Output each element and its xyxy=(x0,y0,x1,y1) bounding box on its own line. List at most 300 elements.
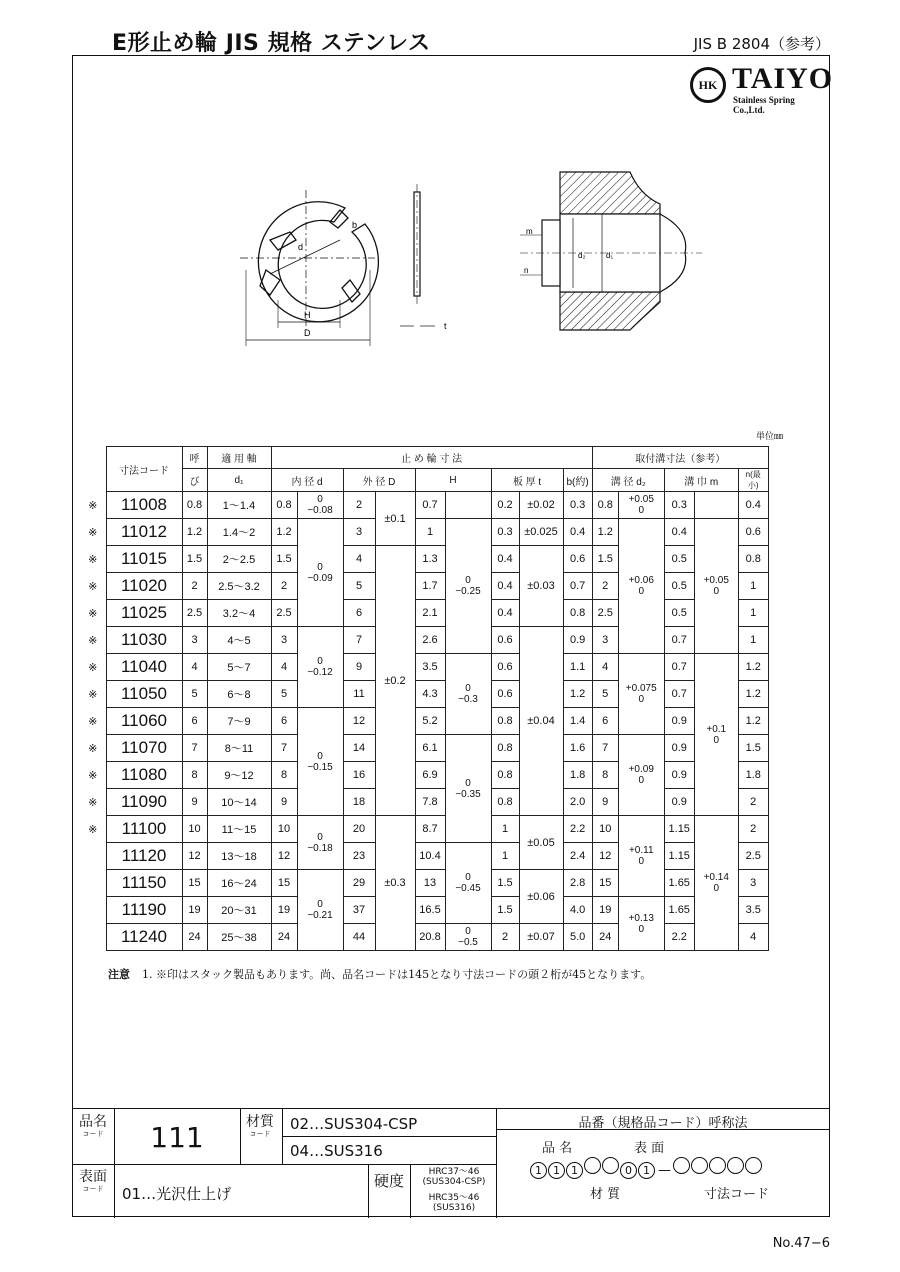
scheme-digit-circle: 0 xyxy=(620,1162,637,1179)
groove-tolerance: +0.075 0 xyxy=(618,654,664,735)
thickness-tolerance: ±0.07 xyxy=(519,924,563,951)
technical-drawing xyxy=(230,170,710,350)
n-min: 1.2 xyxy=(738,708,768,735)
scheme-digits xyxy=(530,1157,763,1179)
inner-diameter: 7 xyxy=(271,735,297,762)
size-code: 11060 xyxy=(106,708,182,735)
size-code: 11100 xyxy=(106,816,182,843)
groove-diameter: 4 xyxy=(592,654,618,681)
note xyxy=(108,966,651,982)
inner-diameter: 1.5 xyxy=(271,546,297,573)
groove-diameter: 3 xyxy=(592,627,618,654)
groove-width: 1.15 xyxy=(664,843,694,870)
inner-tolerance: 0 −0.15 xyxy=(297,708,343,816)
header-shaft-b: d₁ xyxy=(207,469,271,492)
nominal: 5 xyxy=(182,681,207,708)
thickness: 1 xyxy=(491,843,519,870)
scheme-hinmei: 品 名 xyxy=(542,1141,573,1156)
thickness: 0.6 xyxy=(491,654,519,681)
e-ring-side-view xyxy=(400,184,435,326)
outer-diameter: 20 xyxy=(343,816,375,843)
inner-tolerance: 0 −0.18 xyxy=(297,816,343,870)
nominal: 4 xyxy=(182,654,207,681)
label-D: D xyxy=(304,328,311,338)
kodo-label: 硬度 xyxy=(373,1172,404,1190)
groove-tolerance: +0.05 0 xyxy=(618,492,664,519)
outer-tolerance: ±0.1 xyxy=(375,492,415,546)
thickness-tolerance: ±0.02 xyxy=(519,492,563,519)
h-tolerance: 0 −0.5 xyxy=(445,924,491,951)
groove-width: 0.9 xyxy=(664,789,694,816)
thickness: 2 xyxy=(491,924,519,951)
thickness: 0.8 xyxy=(491,789,519,816)
hardness-1: HRC37〜46 (SUS304-CSP) xyxy=(422,1167,486,1187)
scheme-zaishitsu: 材 質 xyxy=(590,1187,621,1202)
label-H: H xyxy=(304,310,311,320)
hyomen-value: 01…光沢仕上げ xyxy=(122,1185,232,1203)
size-code: 11012 xyxy=(106,519,182,546)
outer-diameter: 14 xyxy=(343,735,375,762)
table-row xyxy=(80,492,768,519)
b-value: 0.6 xyxy=(563,546,592,573)
shaft-range: 20〜31 xyxy=(207,897,271,924)
nominal: 19 xyxy=(182,897,207,924)
nominal: 9 xyxy=(182,789,207,816)
scheme-digit-circle xyxy=(709,1157,726,1174)
header-code: 寸法コード xyxy=(106,447,182,492)
groove-diameter: 6 xyxy=(592,708,618,735)
width-tolerance xyxy=(694,492,738,519)
note-label: 注意 xyxy=(108,968,130,981)
n-min: 1.5 xyxy=(738,735,768,762)
note-text: 1. ※印はスタック製品もあります。尚、品名コードは145となり寸法コードの頭２桁が45となります。 xyxy=(142,968,652,981)
n-min: 3 xyxy=(738,870,768,897)
label-d2: d₂ xyxy=(578,251,586,260)
stack-mark: ※ xyxy=(88,661,98,674)
b-value: 0.9 xyxy=(563,627,592,654)
table-row xyxy=(80,654,768,681)
groove-width: 0.5 xyxy=(664,600,694,627)
header-inner: 内 径 d xyxy=(271,469,343,492)
h-tolerance: 0 −0.25 xyxy=(445,519,491,654)
table-row xyxy=(80,897,768,924)
table-row xyxy=(80,924,768,951)
inner-diameter: 12 xyxy=(271,843,297,870)
groove-diameter: 8 xyxy=(592,762,618,789)
groove-diameter: 2 xyxy=(592,573,618,600)
groove-width: 0.5 xyxy=(664,546,694,573)
size-code: 11020 xyxy=(106,573,182,600)
shaft-range: 3.2〜4 xyxy=(207,600,271,627)
inner-diameter: 8 xyxy=(271,762,297,789)
n-min: 2 xyxy=(738,816,768,843)
size-code: 11015 xyxy=(106,546,182,573)
n-min: 1 xyxy=(738,600,768,627)
groove-width: 0.9 xyxy=(664,762,694,789)
size-code: 11040 xyxy=(106,654,182,681)
page-number: No.47−6 xyxy=(772,1236,830,1251)
table-row xyxy=(80,600,768,627)
size-code: 11050 xyxy=(106,681,182,708)
thickness: 1.5 xyxy=(491,870,519,897)
h-value: 1.3 xyxy=(415,546,445,573)
n-min: 2 xyxy=(738,789,768,816)
thickness-tolerance: ±0.05 xyxy=(519,816,563,870)
n-min: 3.5 xyxy=(738,897,768,924)
hinmei-label: 品名 コード xyxy=(79,1114,107,1138)
inner-diameter: 9 xyxy=(271,789,297,816)
size-code: 11120 xyxy=(106,843,182,870)
stack-mark: ※ xyxy=(88,688,98,701)
stack-mark: ※ xyxy=(88,634,98,647)
b-value: 1.4 xyxy=(563,708,592,735)
nominal: 7 xyxy=(182,735,207,762)
groove-width: 0.7 xyxy=(664,681,694,708)
outer-diameter: 18 xyxy=(343,789,375,816)
hinmei-value: 111 xyxy=(150,1121,204,1154)
h-tolerance: 0 −0.3 xyxy=(445,654,491,735)
outer-diameter: 7 xyxy=(343,627,375,654)
size-code: 11070 xyxy=(106,735,182,762)
material-2: 04…SUS316 xyxy=(290,1142,383,1160)
inner-diameter: 15 xyxy=(271,870,297,897)
nominal: 1.2 xyxy=(182,519,207,546)
inner-tolerance: 0 −0.12 xyxy=(297,627,343,708)
unit-label: 単位㎜ xyxy=(756,432,784,442)
thickness-tolerance: ±0.06 xyxy=(519,870,563,924)
thickness: 1.5 xyxy=(491,897,519,924)
stack-mark: ※ xyxy=(88,553,98,566)
stack-mark xyxy=(80,843,106,870)
stack-mark xyxy=(80,897,106,924)
groove-diameter: 24 xyxy=(592,924,618,951)
groove-width: 0.9 xyxy=(664,708,694,735)
h-tolerance xyxy=(445,492,491,519)
nominal: 10 xyxy=(182,816,207,843)
thickness-tolerance: ±0.025 xyxy=(519,519,563,546)
outer-diameter: 5 xyxy=(343,573,375,600)
stack-mark: ※ xyxy=(88,796,98,809)
shaft-range: 1.4〜2 xyxy=(207,519,271,546)
outer-diameter: 6 xyxy=(343,600,375,627)
h-value: 0.7 xyxy=(415,492,445,519)
shaft-range: 10〜14 xyxy=(207,789,271,816)
outer-diameter: 12 xyxy=(343,708,375,735)
inner-diameter: 2 xyxy=(271,573,297,600)
stack-mark: ※ xyxy=(88,823,98,836)
header-H: H xyxy=(415,469,491,492)
header-shaft-a: 適 用 軸 xyxy=(207,447,271,469)
inner-diameter: 19 xyxy=(271,897,297,924)
n-min: 1.8 xyxy=(738,762,768,789)
shaft-range: 6〜8 xyxy=(207,681,271,708)
table-row xyxy=(80,627,768,654)
groove-width: 0.9 xyxy=(664,735,694,762)
header-ring: 止 め 輪 寸 法 xyxy=(271,447,592,469)
outer-diameter: 23 xyxy=(343,843,375,870)
header-m: 溝 巾 m xyxy=(664,469,738,492)
nominal: 6 xyxy=(182,708,207,735)
groove-diameter: 0.8 xyxy=(592,492,618,519)
shaft-range: 11〜15 xyxy=(207,816,271,843)
logo-subtitle: Stainless Spring Co.,Ltd. xyxy=(733,95,795,115)
scheme-digit-circle xyxy=(602,1157,619,1174)
groove-diameter: 1.2 xyxy=(592,519,618,546)
groove-width: 0.3 xyxy=(664,492,694,519)
size-code: 11080 xyxy=(106,762,182,789)
scheme-digit-circle xyxy=(745,1157,762,1174)
groove-diameter: 12 xyxy=(592,843,618,870)
inner-diameter: 6 xyxy=(271,708,297,735)
inner-diameter: 10 xyxy=(271,816,297,843)
h-value: 7.8 xyxy=(415,789,445,816)
table-row xyxy=(80,708,768,735)
table-row xyxy=(80,735,768,762)
nominal: 12 xyxy=(182,843,207,870)
n-min: 1.2 xyxy=(738,654,768,681)
shaft-range: 9〜12 xyxy=(207,762,271,789)
thickness: 0.4 xyxy=(491,600,519,627)
logo-name: TAIYO xyxy=(732,62,834,95)
h-value: 16.5 xyxy=(415,897,445,924)
stack-mark: ※ xyxy=(88,742,98,755)
size-code: 11090 xyxy=(106,789,182,816)
thickness: 0.8 xyxy=(491,708,519,735)
header-n: n(最小) xyxy=(738,469,768,492)
zaishitsu-label: 材質 コード xyxy=(246,1114,274,1138)
spec-table xyxy=(80,446,769,951)
b-value: 1.8 xyxy=(563,762,592,789)
scheme-hyomen: 表 面 xyxy=(634,1141,665,1156)
groove-width: 2.2 xyxy=(664,924,694,951)
b-value: 2.8 xyxy=(563,870,592,897)
b-value: 1.1 xyxy=(563,654,592,681)
outer-tolerance: ±0.2 xyxy=(375,546,415,816)
inner-diameter: 1.2 xyxy=(271,519,297,546)
groove-tolerance: +0.09 0 xyxy=(618,735,664,816)
scheme-digit-circle: 1 xyxy=(530,1162,547,1179)
logo-mark: HK xyxy=(690,67,726,103)
groove-tolerance: +0.11 0 xyxy=(618,816,664,897)
thickness: 0.8 xyxy=(491,762,519,789)
shaft-range: 4〜5 xyxy=(207,627,271,654)
stack-mark xyxy=(80,924,106,951)
scheme-sunpo: 寸法コード xyxy=(704,1187,770,1202)
groove-diameter: 19 xyxy=(592,897,618,924)
groove-width: 0.5 xyxy=(664,573,694,600)
label-m: m xyxy=(526,227,533,236)
thickness-tolerance: ±0.04 xyxy=(519,627,563,816)
company-logo xyxy=(690,62,834,115)
outer-diameter: 44 xyxy=(343,924,375,951)
inner-diameter: 24 xyxy=(271,924,297,951)
nominal: 2 xyxy=(182,573,207,600)
shaft-range: 2〜2.5 xyxy=(207,546,271,573)
table-row xyxy=(80,573,768,600)
width-tolerance: +0.1 0 xyxy=(694,654,738,816)
thickness: 1 xyxy=(491,816,519,843)
nominal: 0.8 xyxy=(182,492,207,519)
scheme-digit-circle xyxy=(691,1157,708,1174)
outer-diameter: 29 xyxy=(343,870,375,897)
nominal: 24 xyxy=(182,924,207,951)
scheme-digit-circle xyxy=(673,1157,690,1174)
h-value: 2.1 xyxy=(415,600,445,627)
n-min: 1 xyxy=(738,627,768,654)
scheme-digit-circle: 1 xyxy=(638,1162,655,1179)
header-d2: 溝 径 d₂ xyxy=(592,469,664,492)
outer-diameter: 9 xyxy=(343,654,375,681)
h-value: 6.1 xyxy=(415,735,445,762)
size-code: 11240 xyxy=(106,924,182,951)
size-code: 11008 xyxy=(106,492,182,519)
label-n: n xyxy=(524,266,529,275)
shaft-range: 16〜24 xyxy=(207,870,271,897)
h-value: 13 xyxy=(415,870,445,897)
footer-box xyxy=(72,1108,830,1217)
shaft-range: 13〜18 xyxy=(207,843,271,870)
label-d1: d₁ xyxy=(606,251,614,260)
groove-diameter: 1.5 xyxy=(592,546,618,573)
h-value: 1 xyxy=(415,519,445,546)
table-row xyxy=(80,816,768,843)
b-value: 0.8 xyxy=(563,600,592,627)
inner-tolerance: 0 −0.09 xyxy=(297,519,343,627)
table-row xyxy=(80,843,768,870)
n-min: 1.2 xyxy=(738,681,768,708)
h-value: 3.5 xyxy=(415,654,445,681)
b-value: 1.2 xyxy=(563,681,592,708)
n-min: 4 xyxy=(738,924,768,951)
stack-mark: ※ xyxy=(88,526,98,539)
inner-tolerance: 0 −0.21 xyxy=(297,870,343,951)
h-value: 4.3 xyxy=(415,681,445,708)
label-b: b xyxy=(352,220,358,230)
scheme-digit-circle xyxy=(584,1157,601,1174)
groove-diameter: 5 xyxy=(592,681,618,708)
label-d: d xyxy=(298,242,304,252)
nominal: 3 xyxy=(182,627,207,654)
h-value: 1.7 xyxy=(415,573,445,600)
h-value: 2.6 xyxy=(415,627,445,654)
scheme-dash: — xyxy=(658,1163,671,1178)
table-row xyxy=(80,870,768,897)
thickness: 0.4 xyxy=(491,573,519,600)
outer-diameter: 4 xyxy=(343,546,375,573)
label-t: t xyxy=(444,321,447,331)
stack-mark: ※ xyxy=(88,499,98,512)
nominal: 15 xyxy=(182,870,207,897)
b-value: 2.0 xyxy=(563,789,592,816)
thickness: 0.3 xyxy=(491,519,519,546)
thickness: 0.6 xyxy=(491,627,519,654)
n-min: 0.4 xyxy=(738,492,768,519)
stack-mark: ※ xyxy=(88,715,98,728)
n-min: 0.8 xyxy=(738,546,768,573)
header-outer: 外 径 D xyxy=(343,469,415,492)
h-tolerance: 0 −0.45 xyxy=(445,843,491,924)
shaft-range: 8〜11 xyxy=(207,735,271,762)
b-value: 0.3 xyxy=(563,492,592,519)
size-code: 11025 xyxy=(106,600,182,627)
header-nominal-a: 呼 xyxy=(182,447,207,469)
size-code: 11030 xyxy=(106,627,182,654)
hardness-2: HRC35〜46 (SUS316) xyxy=(428,1193,480,1213)
width-tolerance: +0.14 0 xyxy=(694,816,738,951)
b-value: 0.7 xyxy=(563,573,592,600)
width-tolerance: +0.05 0 xyxy=(694,519,738,654)
table-row xyxy=(80,789,768,816)
size-code: 11190 xyxy=(106,897,182,924)
h-value: 5.2 xyxy=(415,708,445,735)
inner-diameter: 3 xyxy=(271,627,297,654)
thickness: 0.6 xyxy=(491,681,519,708)
inner-tolerance: 0 −0.08 xyxy=(297,492,343,519)
size-code: 11150 xyxy=(106,870,182,897)
groove-diameter: 7 xyxy=(592,735,618,762)
b-value: 5.0 xyxy=(563,924,592,951)
table-row xyxy=(80,546,768,573)
b-value: 2.4 xyxy=(563,843,592,870)
table-row xyxy=(80,519,768,546)
scheme-digit-circle xyxy=(727,1157,744,1174)
scheme-title: 品番（規格品コード）呼称法 xyxy=(578,1116,748,1131)
h-tolerance: 0 −0.35 xyxy=(445,735,491,843)
header-groove: 取付溝寸法（参考） xyxy=(592,447,768,469)
material-1: 02…SUS304-CSP xyxy=(290,1115,418,1133)
stack-mark: ※ xyxy=(88,580,98,593)
header-t: 板 厚 t xyxy=(491,469,563,492)
h-value: 20.8 xyxy=(415,924,445,951)
inner-diameter: 2.5 xyxy=(271,600,297,627)
table-row xyxy=(80,762,768,789)
outer-diameter: 11 xyxy=(343,681,375,708)
groove-width: 1.65 xyxy=(664,870,694,897)
outer-diameter: 3 xyxy=(343,519,375,546)
outer-diameter: 16 xyxy=(343,762,375,789)
inner-diameter: 5 xyxy=(271,681,297,708)
n-min: 0.6 xyxy=(738,519,768,546)
groove-diameter: 10 xyxy=(592,816,618,843)
thickness-tolerance: ±0.03 xyxy=(519,546,563,627)
stack-mark xyxy=(80,870,106,897)
outer-tolerance: ±0.3 xyxy=(375,816,415,951)
page-title: E形止め輪 JIS 規格 ステンレス xyxy=(112,31,431,56)
e-ring-front-view xyxy=(240,190,378,346)
shaft-range: 7〜9 xyxy=(207,708,271,735)
nominal: 1.5 xyxy=(182,546,207,573)
scheme-digit-circle: 1 xyxy=(566,1162,583,1179)
shaft-range: 25〜38 xyxy=(207,924,271,951)
b-value: 1.6 xyxy=(563,735,592,762)
n-min: 2.5 xyxy=(738,843,768,870)
shaft-range: 1〜1.4 xyxy=(207,492,271,519)
groove-diameter: 9 xyxy=(592,789,618,816)
h-value: 10.4 xyxy=(415,843,445,870)
groove-tolerance: +0.13 0 xyxy=(618,897,664,951)
inner-diameter: 4 xyxy=(271,654,297,681)
header-nominal-b: び xyxy=(182,469,207,492)
h-value: 8.7 xyxy=(415,816,445,843)
scheme-digit-circle: 1 xyxy=(548,1162,565,1179)
groove-width: 0.4 xyxy=(664,519,694,546)
shaft-range: 2.5〜3.2 xyxy=(207,573,271,600)
groove-width: 0.7 xyxy=(664,654,694,681)
groove-width: 0.7 xyxy=(664,627,694,654)
outer-diameter: 37 xyxy=(343,897,375,924)
h-value: 6.9 xyxy=(415,762,445,789)
groove-diameter: 15 xyxy=(592,870,618,897)
